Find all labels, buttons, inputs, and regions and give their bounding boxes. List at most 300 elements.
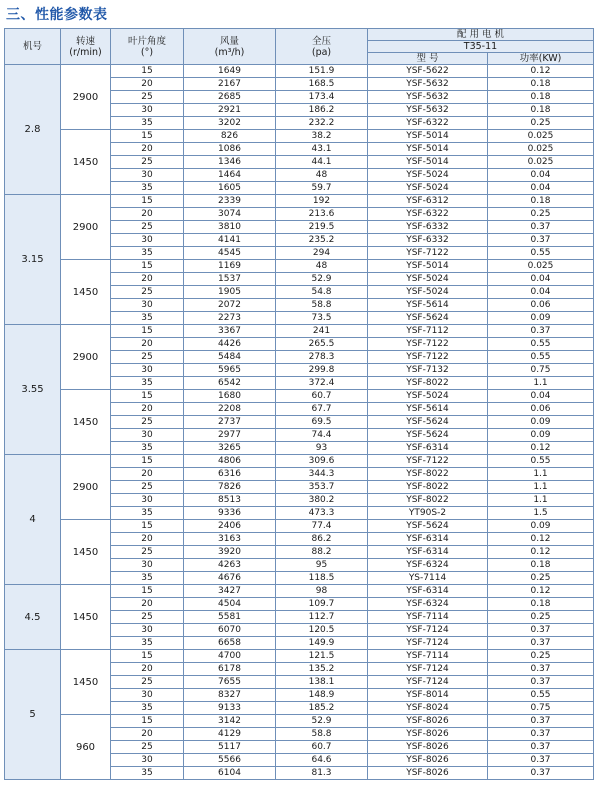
motor-power-cell: 0.25 [488, 611, 594, 624]
total-pressure-cell: 213.6 [276, 208, 368, 221]
blade-angle-cell: 20 [111, 338, 184, 351]
header-motor-group: 配 用 电 机 [368, 29, 594, 41]
motor-power-cell: 0.55 [488, 455, 594, 468]
total-pressure-cell: 98 [276, 585, 368, 598]
motor-model-cell: YSF-7124 [368, 663, 488, 676]
total-pressure-cell: 60.7 [276, 741, 368, 754]
machine-no-cell: 3.15 [5, 195, 61, 325]
table-row [5, 325, 594, 338]
header-air-volume-label: 风量 [219, 35, 239, 47]
air-volume-cell: 3265 [184, 442, 276, 455]
blade-angle-cell: 25 [111, 91, 184, 104]
air-volume-cell: 2737 [184, 416, 276, 429]
header-speed [61, 29, 111, 65]
blade-angle-cell: 30 [111, 689, 184, 702]
motor-model-cell: YSF-6332 [368, 234, 488, 247]
air-volume-cell: 9133 [184, 702, 276, 715]
motor-power-cell: 0.75 [488, 364, 594, 377]
speed-cell: 2900 [61, 65, 111, 130]
header-motor-series: T35-11 [368, 41, 594, 53]
motor-power-cell: 0.55 [488, 351, 594, 364]
motor-model-cell: YSF-7122 [368, 351, 488, 364]
motor-model-cell: YSF-6324 [368, 559, 488, 572]
motor-model-cell: YSF-8026 [368, 754, 488, 767]
motor-model-cell: YSF-5632 [368, 104, 488, 117]
motor-power-cell: 0.55 [488, 247, 594, 260]
blade-angle-cell: 15 [111, 650, 184, 663]
blade-angle-cell: 35 [111, 182, 184, 195]
motor-model-cell: YSF-5622 [368, 65, 488, 78]
blade-angle-cell: 15 [111, 455, 184, 468]
blade-angle-cell: 20 [111, 728, 184, 741]
header-total-pressure [276, 29, 368, 65]
motor-power-cell: 0.25 [488, 572, 594, 585]
total-pressure-cell: 173.4 [276, 91, 368, 104]
motor-model-cell: YSF-7112 [368, 325, 488, 338]
total-pressure-cell: 121.5 [276, 650, 368, 663]
motor-power-cell: 0.37 [488, 637, 594, 650]
motor-model-cell: YSF-6332 [368, 221, 488, 234]
motor-power-cell: 0.37 [488, 663, 594, 676]
air-volume-cell: 3202 [184, 117, 276, 130]
total-pressure-cell: 48 [276, 169, 368, 182]
total-pressure-cell: 38.2 [276, 130, 368, 143]
table-row [5, 650, 594, 663]
air-volume-cell: 6178 [184, 663, 276, 676]
air-volume-cell: 4263 [184, 559, 276, 572]
air-volume-cell: 4129 [184, 728, 276, 741]
motor-model-cell: YSF-5024 [368, 182, 488, 195]
air-volume-cell: 8513 [184, 494, 276, 507]
air-volume-cell: 3142 [184, 715, 276, 728]
blade-angle-cell: 15 [111, 130, 184, 143]
air-volume-cell: 826 [184, 130, 276, 143]
motor-model-cell: YSF-8026 [368, 741, 488, 754]
air-volume-cell: 1169 [184, 260, 276, 273]
total-pressure-cell: 77.4 [276, 520, 368, 533]
header-air-volume-unit: (m³/h) [214, 46, 245, 58]
motor-power-cell: 1.1 [488, 468, 594, 481]
motor-model-cell: YSF-7132 [368, 364, 488, 377]
table-row [5, 390, 594, 403]
blade-angle-cell: 25 [111, 546, 184, 559]
motor-power-cell: 0.06 [488, 299, 594, 312]
table-row [5, 520, 594, 533]
motor-power-cell: 0.37 [488, 676, 594, 689]
blade-angle-cell: 35 [111, 507, 184, 520]
motor-model-cell: YSF-8022 [368, 468, 488, 481]
table-row [5, 715, 594, 728]
motor-power-cell: 0.09 [488, 429, 594, 442]
blade-angle-cell: 35 [111, 377, 184, 390]
blade-angle-cell: 20 [111, 403, 184, 416]
motor-model-cell: YSF-7122 [368, 338, 488, 351]
motor-power-cell: 0.37 [488, 754, 594, 767]
motor-model-cell: YSF-8014 [368, 689, 488, 702]
speed-cell: 2900 [61, 455, 111, 520]
air-volume-cell: 1649 [184, 65, 276, 78]
total-pressure-cell: 185.2 [276, 702, 368, 715]
motor-power-cell: 1.1 [488, 494, 594, 507]
motor-model-cell: YSF-7122 [368, 247, 488, 260]
air-volume-cell: 1464 [184, 169, 276, 182]
motor-model-cell: YSF-6314 [368, 442, 488, 455]
motor-power-cell: 0.18 [488, 104, 594, 117]
blade-angle-cell: 15 [111, 325, 184, 338]
blade-angle-cell: 30 [111, 364, 184, 377]
table-body [5, 65, 594, 780]
total-pressure-cell: 59.7 [276, 182, 368, 195]
motor-power-cell: 0.37 [488, 728, 594, 741]
total-pressure-cell: 135.2 [276, 663, 368, 676]
air-volume-cell: 2208 [184, 403, 276, 416]
motor-model-cell: YSF-5014 [368, 156, 488, 169]
blade-angle-cell: 25 [111, 156, 184, 169]
motor-model-cell: YSF-6322 [368, 117, 488, 130]
blade-angle-cell: 20 [111, 143, 184, 156]
air-volume-cell: 3367 [184, 325, 276, 338]
blade-angle-cell: 30 [111, 429, 184, 442]
motor-power-cell: 0.12 [488, 585, 594, 598]
blade-angle-cell: 25 [111, 611, 184, 624]
motor-model-cell: YSF-5632 [368, 78, 488, 91]
machine-no-cell: 4 [5, 455, 61, 585]
air-volume-cell: 5581 [184, 611, 276, 624]
motor-model-cell: YSF-6314 [368, 533, 488, 546]
total-pressure-cell: 69.5 [276, 416, 368, 429]
air-volume-cell: 8327 [184, 689, 276, 702]
total-pressure-cell: 309.6 [276, 455, 368, 468]
motor-model-cell: YSF-8026 [368, 715, 488, 728]
motor-power-cell: 0.25 [488, 650, 594, 663]
page-title: 三、性能参数表 [6, 7, 108, 23]
motor-power-cell: 0.04 [488, 286, 594, 299]
motor-power-cell: 0.37 [488, 741, 594, 754]
motor-power-cell: 0.37 [488, 624, 594, 637]
motor-model-cell: YSF-6312 [368, 195, 488, 208]
air-volume-cell: 2072 [184, 299, 276, 312]
motor-model-cell: YSF-5614 [368, 403, 488, 416]
air-volume-cell: 1680 [184, 390, 276, 403]
blade-angle-cell: 20 [111, 533, 184, 546]
header-motor-power: 功率(KW) [488, 53, 594, 65]
air-volume-cell: 4545 [184, 247, 276, 260]
air-volume-cell: 7655 [184, 676, 276, 689]
air-volume-cell: 2685 [184, 91, 276, 104]
total-pressure-cell: 54.8 [276, 286, 368, 299]
motor-power-cell: 0.18 [488, 91, 594, 104]
total-pressure-cell: 151.9 [276, 65, 368, 78]
total-pressure-cell: 52.9 [276, 273, 368, 286]
air-volume-cell: 2273 [184, 312, 276, 325]
total-pressure-cell: 294 [276, 247, 368, 260]
machine-no-cell: 4.5 [5, 585, 61, 650]
motor-model-cell: YSF-5024 [368, 390, 488, 403]
motor-power-cell: 0.09 [488, 416, 594, 429]
motor-model-cell: YSF-6314 [368, 585, 488, 598]
total-pressure-cell: 168.5 [276, 78, 368, 91]
motor-model-cell: YSF-5624 [368, 312, 488, 325]
motor-model-cell: YSF-8026 [368, 728, 488, 741]
total-pressure-cell: 299.8 [276, 364, 368, 377]
air-volume-cell: 1605 [184, 182, 276, 195]
header-motor-model: 型 号 [368, 53, 488, 65]
blade-angle-cell: 15 [111, 715, 184, 728]
motor-model-cell: YSF-7114 [368, 650, 488, 663]
performance-table [4, 28, 594, 780]
motor-power-cell: 0.12 [488, 533, 594, 546]
motor-model-cell: YSF-5024 [368, 169, 488, 182]
air-volume-cell: 5117 [184, 741, 276, 754]
motor-model-cell: YSF-8026 [368, 767, 488, 780]
total-pressure-cell: 93 [276, 442, 368, 455]
blade-angle-cell: 25 [111, 286, 184, 299]
total-pressure-cell: 52.9 [276, 715, 368, 728]
total-pressure-cell: 380.2 [276, 494, 368, 507]
header-blade-angle-unit: (°) [140, 46, 154, 58]
motor-power-cell: 0.025 [488, 156, 594, 169]
blade-angle-cell: 30 [111, 234, 184, 247]
speed-cell: 960 [61, 715, 111, 780]
air-volume-cell: 3810 [184, 221, 276, 234]
motor-model-cell: YSF-7124 [368, 676, 488, 689]
total-pressure-cell: 48 [276, 260, 368, 273]
air-volume-cell: 2167 [184, 78, 276, 91]
machine-no-cell: 3.55 [5, 325, 61, 455]
blade-angle-cell: 25 [111, 676, 184, 689]
total-pressure-cell: 43.1 [276, 143, 368, 156]
air-volume-cell: 5566 [184, 754, 276, 767]
total-pressure-cell: 109.7 [276, 598, 368, 611]
total-pressure-cell: 112.7 [276, 611, 368, 624]
total-pressure-cell: 88.2 [276, 546, 368, 559]
blade-angle-cell: 30 [111, 104, 184, 117]
blade-angle-cell: 25 [111, 351, 184, 364]
motor-model-cell: YSF-7124 [368, 624, 488, 637]
motor-model-cell: YSF-7124 [368, 637, 488, 650]
header-total-pressure-label: 全压 [311, 35, 331, 47]
motor-model-cell: YSF-5024 [368, 273, 488, 286]
motor-power-cell: 0.37 [488, 234, 594, 247]
motor-power-cell: 0.09 [488, 312, 594, 325]
header-speed-unit: (r/min) [69, 46, 102, 58]
blade-angle-cell: 30 [111, 169, 184, 182]
air-volume-cell: 5484 [184, 351, 276, 364]
air-volume-cell: 4676 [184, 572, 276, 585]
header-blade-angle [111, 29, 184, 65]
motor-model-cell: YSF-5024 [368, 286, 488, 299]
blade-angle-cell: 25 [111, 221, 184, 234]
air-volume-cell: 6070 [184, 624, 276, 637]
motor-model-cell: YSF-5014 [368, 143, 488, 156]
air-volume-cell: 9336 [184, 507, 276, 520]
header-speed-label: 转速 [75, 35, 95, 47]
motor-model-cell: YSF-5624 [368, 429, 488, 442]
motor-power-cell: 0.025 [488, 260, 594, 273]
blade-angle-cell: 35 [111, 117, 184, 130]
total-pressure-cell: 74.4 [276, 429, 368, 442]
air-volume-cell: 1905 [184, 286, 276, 299]
blade-angle-cell: 20 [111, 78, 184, 91]
motor-model-cell: YSF-7122 [368, 455, 488, 468]
motor-power-cell: 0.37 [488, 715, 594, 728]
total-pressure-cell: 265.5 [276, 338, 368, 351]
blade-angle-cell: 35 [111, 572, 184, 585]
speed-cell: 1450 [61, 585, 111, 650]
motor-model-cell: YSF-5014 [368, 260, 488, 273]
motor-power-cell: 0.025 [488, 143, 594, 156]
air-volume-cell: 6104 [184, 767, 276, 780]
blade-angle-cell: 25 [111, 416, 184, 429]
motor-power-cell: 0.55 [488, 689, 594, 702]
air-volume-cell: 3074 [184, 208, 276, 221]
blade-angle-cell: 30 [111, 559, 184, 572]
speed-cell: 1450 [61, 390, 111, 455]
motor-power-cell: 0.37 [488, 767, 594, 780]
motor-model-cell: YSF-5624 [368, 520, 488, 533]
blade-angle-cell: 35 [111, 702, 184, 715]
total-pressure-cell: 60.7 [276, 390, 368, 403]
motor-model-cell: YT90S-2 [368, 507, 488, 520]
motor-power-cell: 0.18 [488, 195, 594, 208]
speed-cell: 2900 [61, 195, 111, 260]
motor-model-cell: YSF-6322 [368, 208, 488, 221]
header-machine-no: 机号 [5, 29, 61, 65]
table-row [5, 195, 594, 208]
motor-power-cell: 0.12 [488, 546, 594, 559]
blade-angle-cell: 30 [111, 754, 184, 767]
blade-angle-cell: 15 [111, 520, 184, 533]
motor-power-cell: 0.18 [488, 559, 594, 572]
table-row [5, 455, 594, 468]
motor-model-cell: YSF-5624 [368, 416, 488, 429]
motor-model-cell: YSF-7114 [368, 611, 488, 624]
blade-angle-cell: 35 [111, 312, 184, 325]
blade-angle-cell: 25 [111, 481, 184, 494]
motor-model-cell: YSF-6324 [368, 598, 488, 611]
air-volume-cell: 6658 [184, 637, 276, 650]
motor-power-cell: 0.75 [488, 702, 594, 715]
air-volume-cell: 4700 [184, 650, 276, 663]
total-pressure-cell: 118.5 [276, 572, 368, 585]
blade-angle-cell: 20 [111, 208, 184, 221]
motor-power-cell: 0.04 [488, 390, 594, 403]
blade-angle-cell: 30 [111, 299, 184, 312]
total-pressure-cell: 192 [276, 195, 368, 208]
motor-model-cell: YS-7114 [368, 572, 488, 585]
total-pressure-cell: 58.8 [276, 728, 368, 741]
air-volume-cell: 3920 [184, 546, 276, 559]
air-volume-cell: 7826 [184, 481, 276, 494]
speed-cell: 1450 [61, 130, 111, 195]
total-pressure-cell: 235.2 [276, 234, 368, 247]
table-row [5, 65, 594, 78]
air-volume-cell: 1537 [184, 273, 276, 286]
air-volume-cell: 4504 [184, 598, 276, 611]
motor-power-cell: 0.04 [488, 169, 594, 182]
air-volume-cell: 6542 [184, 377, 276, 390]
blade-angle-cell: 15 [111, 65, 184, 78]
total-pressure-cell: 86.2 [276, 533, 368, 546]
air-volume-cell: 6316 [184, 468, 276, 481]
blade-angle-cell: 35 [111, 247, 184, 260]
total-pressure-cell: 219.5 [276, 221, 368, 234]
blade-angle-cell: 15 [111, 585, 184, 598]
blade-angle-cell: 35 [111, 442, 184, 455]
air-volume-cell: 4141 [184, 234, 276, 247]
motor-power-cell: 0.025 [488, 130, 594, 143]
speed-cell: 1450 [61, 650, 111, 715]
motor-model-cell: YSF-5614 [368, 299, 488, 312]
motor-model-cell: YSF-8022 [368, 377, 488, 390]
table-row [5, 260, 594, 273]
total-pressure-cell: 81.3 [276, 767, 368, 780]
air-volume-cell: 2339 [184, 195, 276, 208]
total-pressure-cell: 473.3 [276, 507, 368, 520]
total-pressure-cell: 95 [276, 559, 368, 572]
total-pressure-cell: 344.3 [276, 468, 368, 481]
total-pressure-cell: 64.6 [276, 754, 368, 767]
table-header [5, 29, 594, 65]
blade-angle-cell: 20 [111, 468, 184, 481]
total-pressure-cell: 353.7 [276, 481, 368, 494]
blade-angle-cell: 20 [111, 598, 184, 611]
header-blade-angle-label: 叶片角度 [127, 35, 166, 47]
air-volume-cell: 1346 [184, 156, 276, 169]
motor-model-cell: YSF-8022 [368, 481, 488, 494]
total-pressure-cell: 186.2 [276, 104, 368, 117]
motor-power-cell: 0.12 [488, 442, 594, 455]
speed-cell: 1450 [61, 260, 111, 325]
blade-angle-cell: 20 [111, 273, 184, 286]
motor-power-cell: 0.25 [488, 208, 594, 221]
blade-angle-cell: 35 [111, 637, 184, 650]
motor-model-cell: YSF-8022 [368, 494, 488, 507]
air-volume-cell: 2921 [184, 104, 276, 117]
motor-model-cell: YSF-5014 [368, 130, 488, 143]
header-air-volume [184, 29, 276, 65]
motor-power-cell: 0.09 [488, 520, 594, 533]
motor-power-cell: 0.37 [488, 221, 594, 234]
blade-angle-cell: 15 [111, 195, 184, 208]
total-pressure-cell: 148.9 [276, 689, 368, 702]
machine-no-cell: 2.8 [5, 65, 61, 195]
table-row [5, 585, 594, 598]
blade-angle-cell: 15 [111, 260, 184, 273]
blade-angle-cell: 20 [111, 663, 184, 676]
motor-model-cell: YSF-8024 [368, 702, 488, 715]
total-pressure-cell: 241 [276, 325, 368, 338]
motor-power-cell: 0.55 [488, 338, 594, 351]
total-pressure-cell: 149.9 [276, 637, 368, 650]
air-volume-cell: 2406 [184, 520, 276, 533]
blade-angle-cell: 30 [111, 624, 184, 637]
header-total-pressure-unit: (pa) [311, 46, 332, 58]
total-pressure-cell: 232.2 [276, 117, 368, 130]
motor-power-cell: 1.1 [488, 377, 594, 390]
motor-power-cell: 0.25 [488, 117, 594, 130]
motor-power-cell: 1.5 [488, 507, 594, 520]
total-pressure-cell: 58.8 [276, 299, 368, 312]
air-volume-cell: 5965 [184, 364, 276, 377]
motor-power-cell: 0.04 [488, 273, 594, 286]
air-volume-cell: 1086 [184, 143, 276, 156]
machine-no-cell: 5 [5, 650, 61, 780]
air-volume-cell: 4806 [184, 455, 276, 468]
total-pressure-cell: 44.1 [276, 156, 368, 169]
total-pressure-cell: 73.5 [276, 312, 368, 325]
motor-power-cell: 0.37 [488, 325, 594, 338]
